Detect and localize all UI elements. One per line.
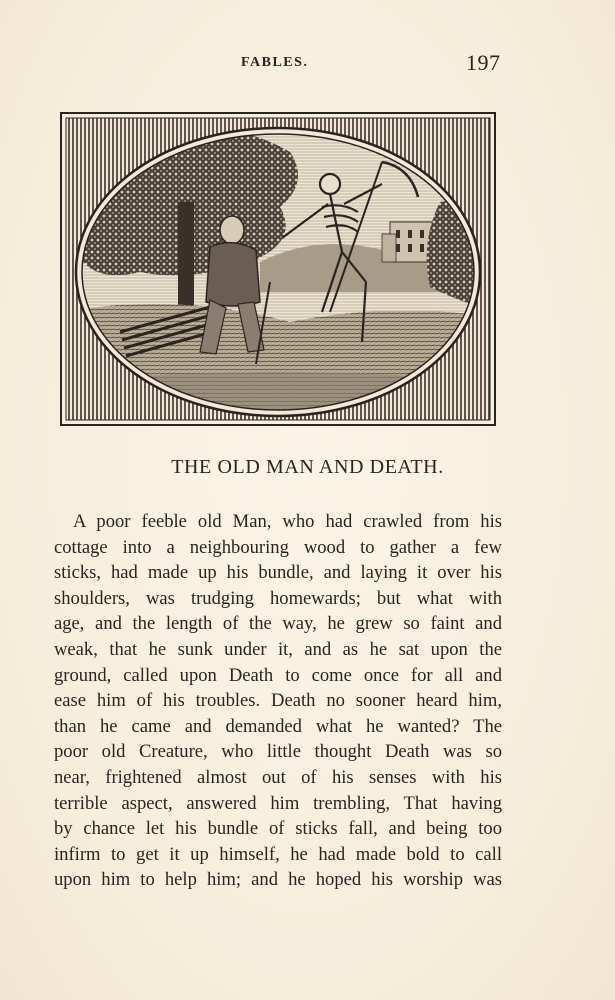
running-title: FABLES. [241, 55, 309, 70]
text-line: shoulders, was trudging homewards; but what with [54, 587, 502, 609]
text-line: sticks, had made up his bundle, and laying it over his [54, 562, 502, 584]
text-line: age, and the length of the way, he grew so faint and [54, 613, 502, 635]
text-line: ground, called upon Death to come once for all and [54, 664, 502, 686]
running-head [0, 50, 615, 80]
woodcut-illustration [60, 112, 496, 426]
text-line: than he came and demanded what he wanted? The [54, 715, 502, 737]
fable-title: THE OLD MAN AND DEATH. [171, 456, 444, 478]
text-line: by chance let his bundle of sticks fall, and being too [54, 818, 502, 840]
text-line: weak, that he sunk under it, and as he sat upon the [54, 638, 502, 660]
text-line: near, frightened almost out of his senses with his [54, 766, 502, 788]
text-line: A poor feeble old Man, who had crawled from his [73, 511, 502, 532]
text-line: poor old Creature, who little thought Death was so [54, 741, 502, 763]
text-line: cottage into a neighbouring wood to gather a few [54, 536, 502, 558]
text-line: ease him of his troubles. Death no sooner heard him, [54, 690, 502, 712]
text-line: terrible aspect, answered him trembling, That having [54, 792, 502, 814]
fable-body [54, 509, 502, 893]
text-line: infirm to get it up himself, he had made bold to call [54, 843, 502, 865]
text-line: upon him to help him; and he hoped his worship was [54, 869, 502, 891]
page-number: 197 [466, 50, 501, 75]
